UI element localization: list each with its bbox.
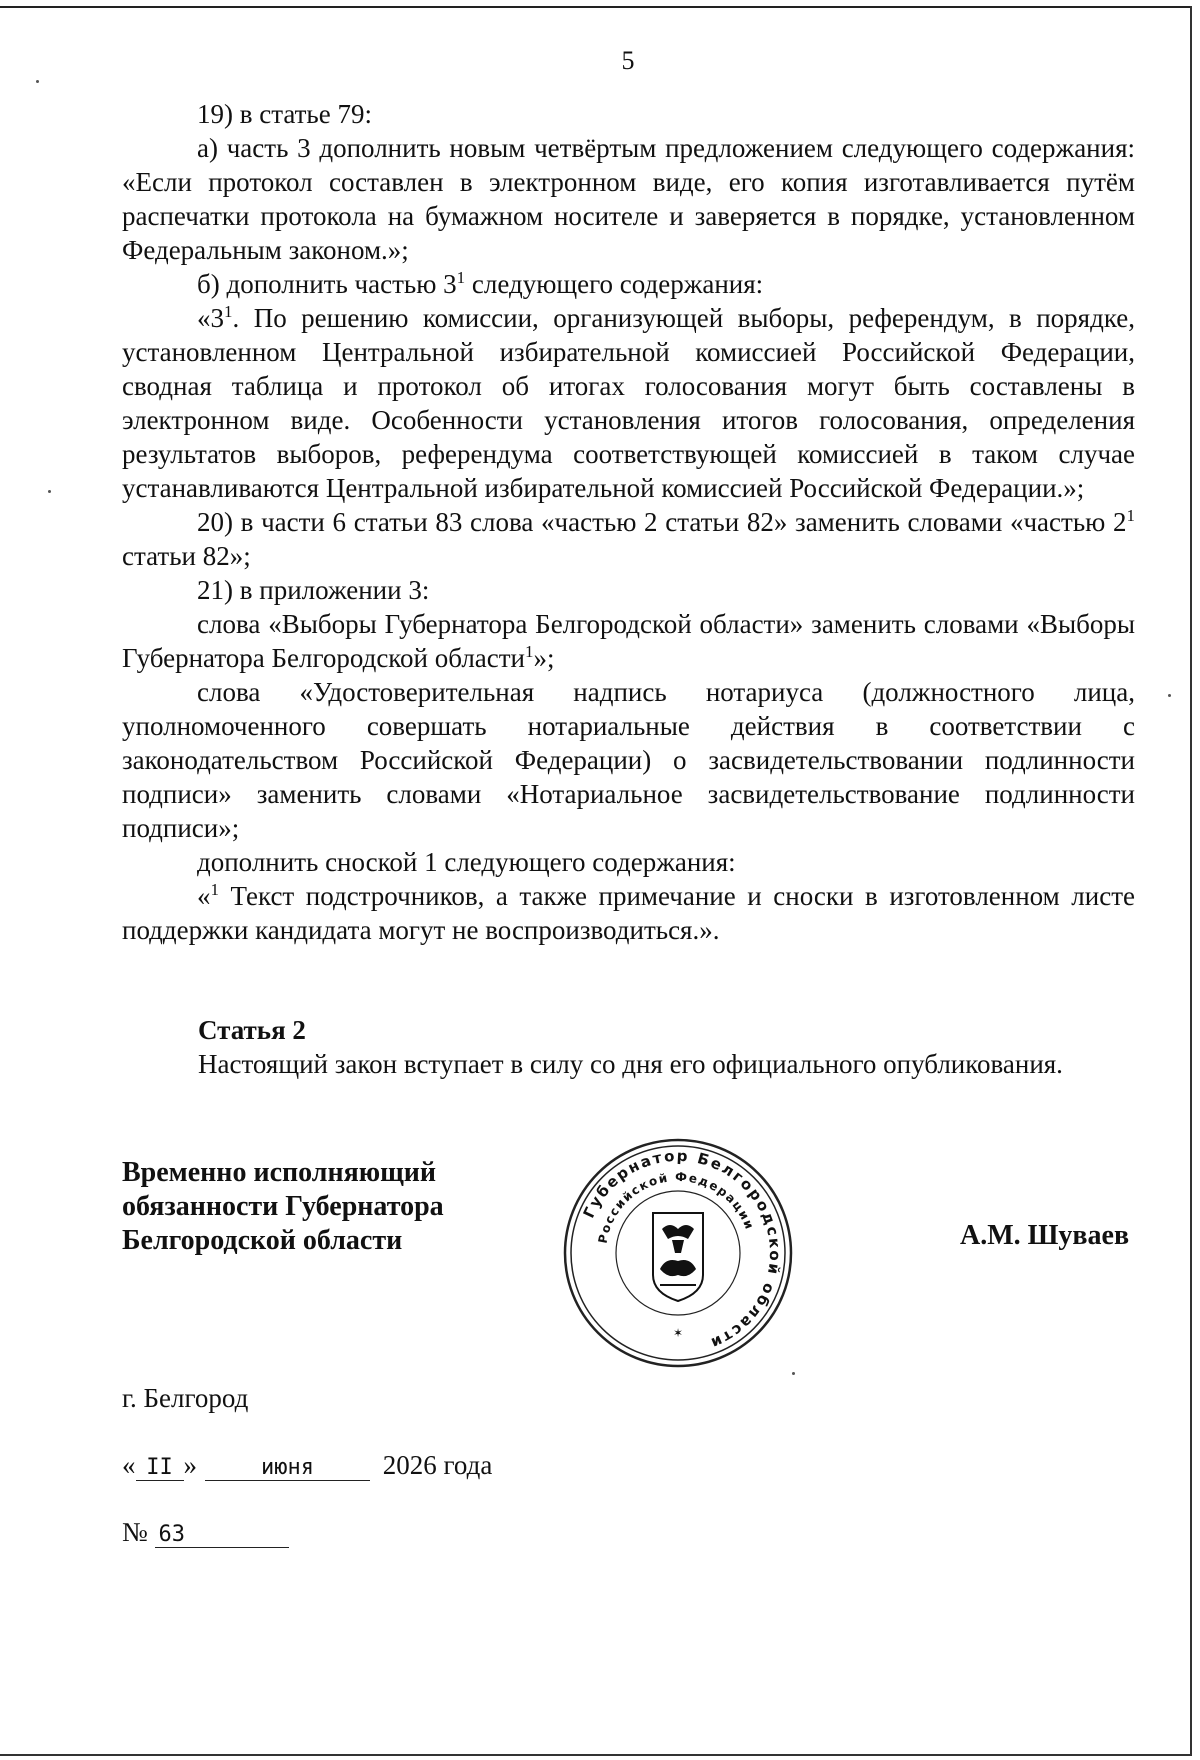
number-label: № [122, 1517, 148, 1547]
scan-edge-bottom [0, 1754, 1192, 1756]
official-seal [560, 1135, 796, 1371]
document-number: 63 [155, 1522, 289, 1548]
paragraph-footnote-text: «$^1$ Текст подстрочников, а также примечание и сноски в изготовленном листе поддержки кандидата могут не воспроизводиться.». [122, 880, 1135, 945]
paragraph-part-3-1: «$3^1$. По решению комиссии, организующей выборы, референдум, в порядке, установленном Центральной избирательной комиссией Российской Федерации, сводная таблица и протокол об итогах голосования могут быть составлены в электронном виде. Особенности установления итогов голосования, определения результатов выборов, референдума соответствующей комиссией в таком случае устанавливаются Центральной избирательной комиссией Российской Федерации.»; [122, 302, 1135, 503]
scan-speck [48, 490, 51, 493]
signer-title-line-2: обязанности Губернатора [122, 1191, 444, 1222]
scan-edge-right [1190, 6, 1192, 1754]
page-number: 5 [621, 46, 635, 75]
date-open-quote: « [122, 1450, 136, 1480]
place-of-signing: г. Белгород [122, 1383, 249, 1413]
seal-outer-text: Губернатор Белгородской области [579, 1146, 785, 1353]
signer-title [122, 1156, 444, 1258]
signer-title-line-1: Временно исполняющий [122, 1157, 437, 1188]
signer-title-line-3: Белгородской области [122, 1225, 403, 1256]
document-body [122, 97, 1135, 947]
article-heading: Статья 2 [198, 1015, 306, 1045]
scan-speck [36, 80, 39, 83]
scan-edge-top [0, 6, 1190, 8]
seal-inner-text: Российской Федерации [595, 1169, 757, 1245]
signer-name: А.М. Шуваев [960, 1220, 1130, 1251]
document-number-line [122, 1517, 289, 1548]
date-year: 2026 года [382, 1450, 493, 1480]
paragraph-item-20: 20) в части 6 статьи 83 слова «частью 2 статьи 82» заменить словами «частью $2^1$ статьи 82»; [122, 506, 1135, 571]
paragraph-item-19: 19) в статье 79: [197, 99, 372, 129]
scan-speck [1168, 694, 1171, 697]
date-month: июня [205, 1455, 370, 1481]
paragraph-item-21: 21) в приложении 3: [197, 575, 430, 605]
scan-speck [792, 1372, 795, 1375]
star-icon: ✶ [672, 1326, 684, 1340]
article-text: Настоящий закон вступает в силу со дня его официального опубликования. [198, 1049, 1063, 1079]
paragraph-footnote-add: дополнить сноской 1 следующего содержания: [197, 847, 736, 877]
date-line [122, 1450, 492, 1481]
date-day: II [136, 1455, 184, 1481]
coat-of-arms-icon [653, 1213, 703, 1301]
paragraph-sub-b: б) дополнить частью $3^1$ следующего содержания: [197, 268, 764, 299]
paragraph-words-vybory: слова «Выборы Губернатора Белгородской области» заменить словами «Выборы Губернатора Белгородской области$^1$»; [122, 609, 1135, 673]
paragraph-sub-a: а) часть 3 дополнить новым четвёртым предложением следующего содержания: «Если протокол составлен в электронном виде, его копия изготавливается путём распечатки протокола на бумажном носителе и заверяется в порядке, установленном Федеральным законом.»; [122, 133, 1135, 265]
paragraph-words-notary: слова «Удостоверительная надпись нотариуса (должностного лица, уполномоченного совершать нотариальные действия в соответствии с законодательством Российской Федерации) о засвидетельствовании подлинности подписи» заменить словами «Нотариальное засвидетельствование подлинности подписи»; [122, 677, 1135, 843]
date-close-quote: » [183, 1450, 197, 1480]
